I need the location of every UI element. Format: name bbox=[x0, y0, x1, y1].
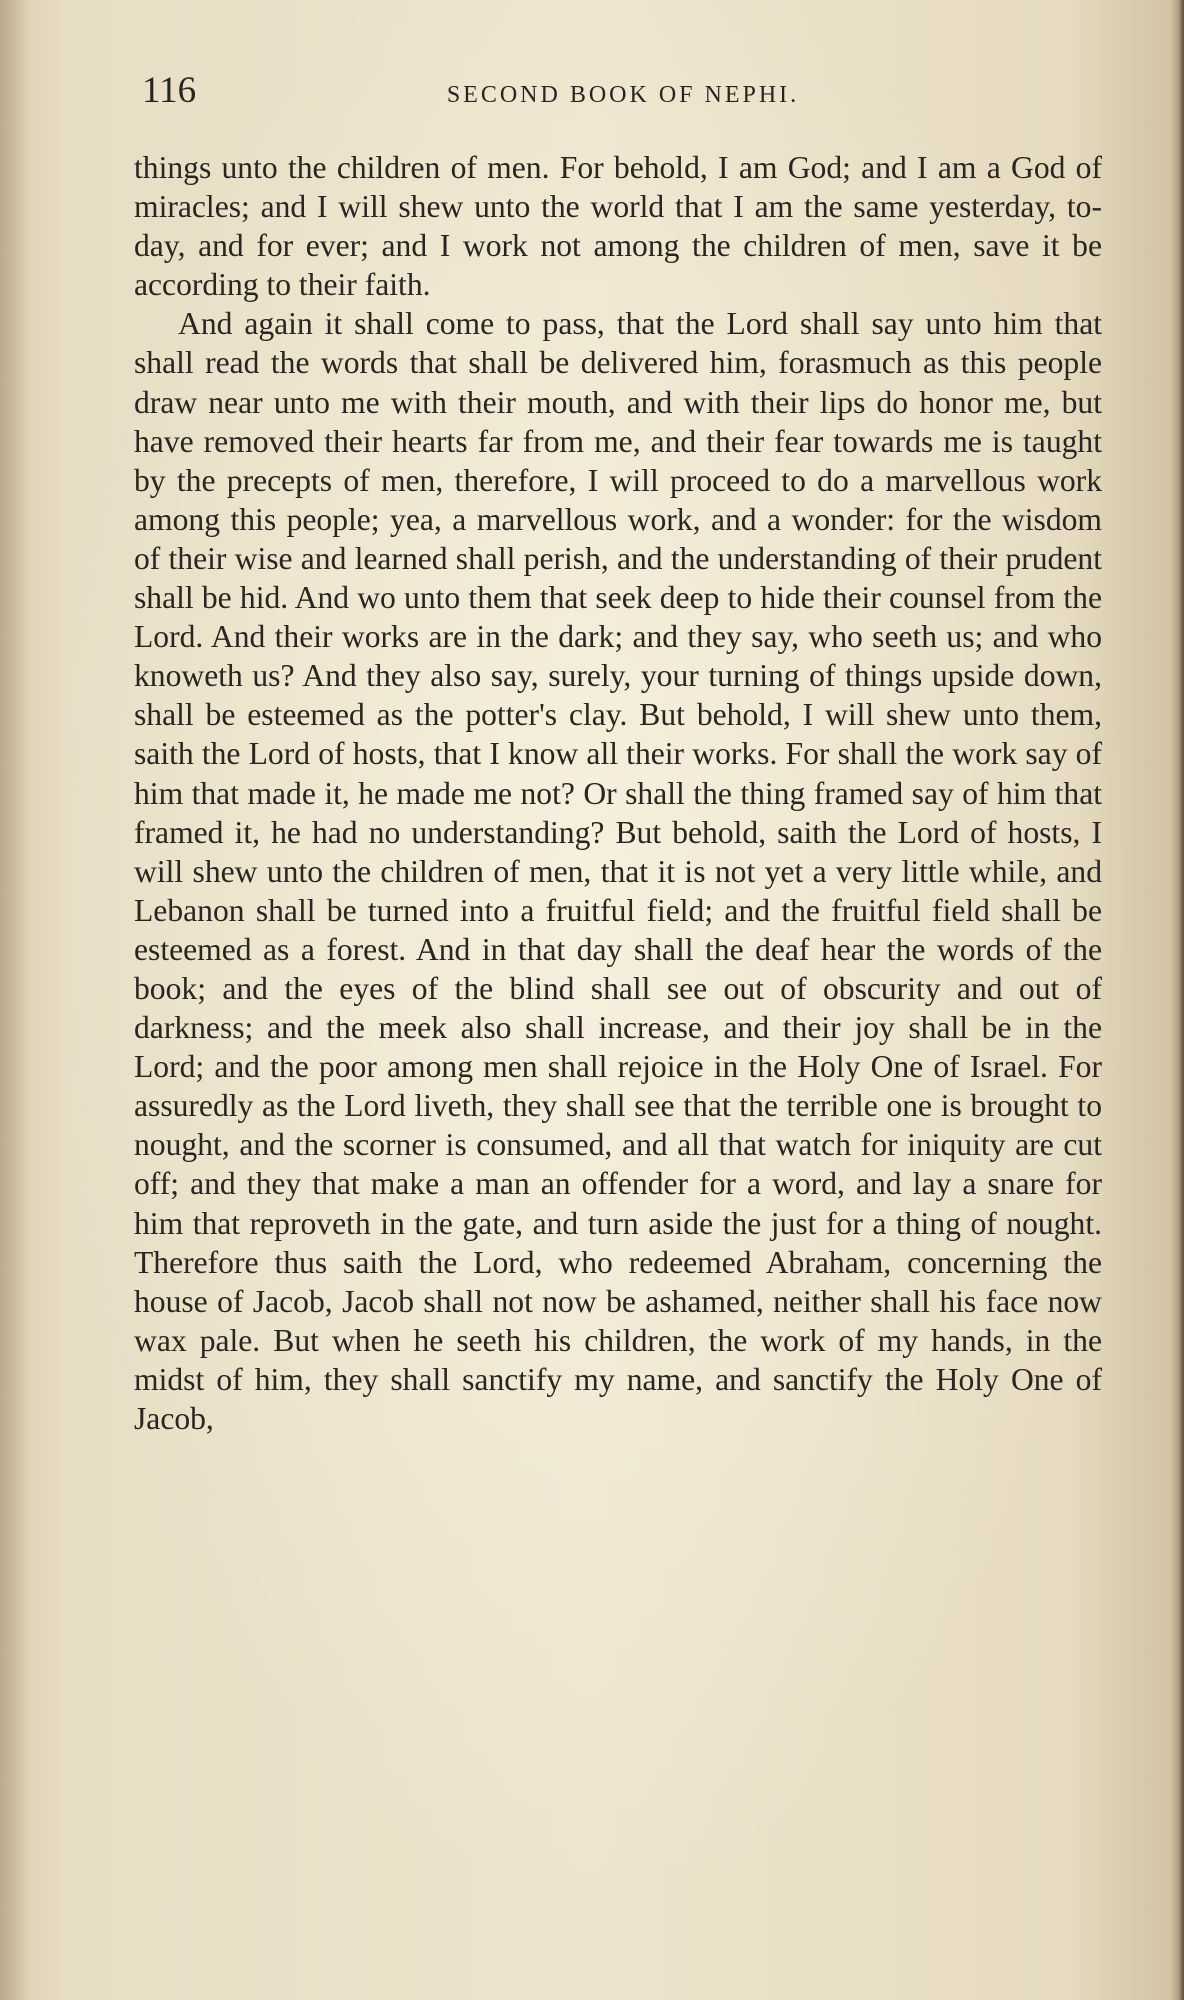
paragraph-continued: things unto the children of men. For behold, I am God; and I am a God of miracles; and I will shew unto the world that I am the same yesterday, to-day, and for ever; and I work not among the children of men, save it be according to their faith. bbox=[134, 150, 1102, 303]
page-header bbox=[142, 66, 1104, 116]
page-right-edge bbox=[1170, 0, 1184, 2000]
page-left-shadow bbox=[0, 0, 30, 2000]
paragraph: And again it shall come to pass, that the Lord shall say unto him that shall read the words that shall be delivered him, forasmuch as this people draw near unto me with their mouth, and with their lips do honor me, but have removed their hearts far from me, and their fear towards me is taught by the precepts of men, therefore, I will proceed to do a marvellous work among this people; yea, a marvellous work, and a wonder: for the wisdom of their wise and learned shall perish, and the understanding of their prudent shall be hid. And wo unto them that seek deep to hide their counsel from the Lord. And their works are in the dark; and they say, who seeth us; and who knoweth us? And they also say, surely, your turning of things upside down, shall be esteemed as the potter's clay. But behold, I will shew unto them, saith the Lord of hosts, that I know all their works. For shall the work say of him that made it, he made me not? Or shall the thing framed say of him that framed it, he had no understanding? But behold, saith the Lord of hosts, I will shew unto the children of men, that it is not yet a very little while, and Lebanon shall be turned into a fruitful field; and the fruitful field shall be esteemed as a forest. And in that day shall the deaf hear the words of the book; and the eyes of the blind shall see out of obscurity and out of darkness; and the meek also shall increase, and their joy shall be in the Lord; and the poor among men shall rejoice in the Holy One of Israel. For assuredly as the Lord liveth, they shall see that the terrible one is brought to nought, and the scorner is consumed, and all that watch for iniquity are cut off; and they that make a man an offender for a word, and lay a snare for him that reproveth in the gate, and turn aside the just for a thing of nought. Therefore thus saith the Lord, who redeemed Abraham, concerning the house of Jacob, Jacob shall not now be ashamed, neither shall his face now wax pale. But when he seeth his children, the work of my hands, in the midst of him, they shall sanctify my name, and sanctify the Holy One of Jacob, bbox=[134, 306, 1102, 1436]
body-text bbox=[134, 148, 1102, 1438]
running-head: SECOND BOOK OF NEPHI. bbox=[446, 82, 800, 108]
page-number: 116 bbox=[142, 70, 197, 111]
